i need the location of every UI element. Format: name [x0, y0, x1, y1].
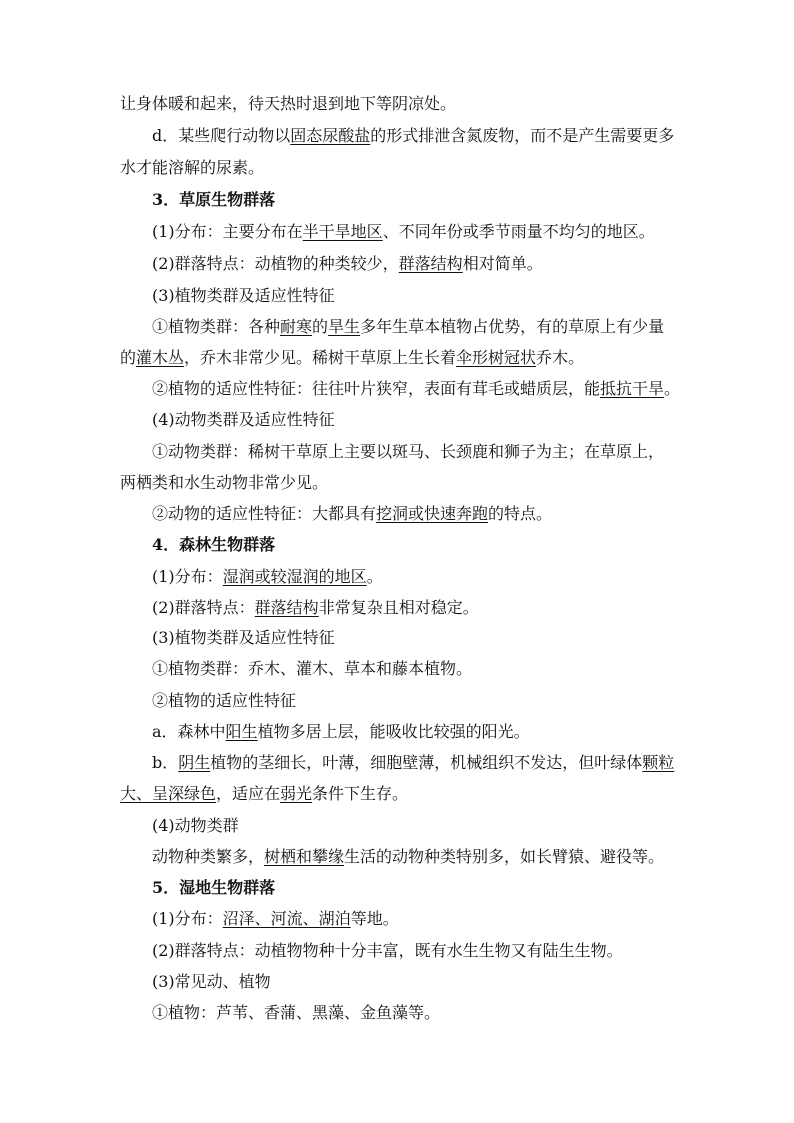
text-segment: ②植物的适应性特征 [152, 691, 297, 710]
paragraph-line [152, 847, 664, 867]
underlined-term: 弱光 [280, 784, 313, 803]
text-segment: 、不同年份或季节雨量不均匀的地区。 [382, 222, 655, 241]
subsection-heading [152, 286, 335, 306]
text-segment: ①植物类群：乔木、灌木、草本和藤本植物。 [152, 659, 473, 678]
underlined-term: 半干旱地区 [302, 222, 383, 241]
text-segment: (3)植物类群及适应性特征 [152, 286, 335, 305]
subsection-heading [152, 410, 335, 430]
underlined-term: 伞形树冠状 [456, 348, 537, 367]
paragraph-line [152, 753, 674, 773]
text-segment: 5．湿地生物群落 [152, 878, 276, 897]
text-segment: 。 [366, 567, 383, 586]
text-segment: b． [152, 753, 179, 772]
text-segment: (2)群落特点：动植物的种类较少， [152, 254, 399, 273]
text-segment: 4．森林生物群落 [152, 535, 276, 554]
text-segment: 生活的动物种类特别多，如长臂猿、避役等。 [344, 847, 665, 866]
text-segment: 动物种类繁多， [152, 847, 265, 866]
underlined-term: 树栖和攀缘 [264, 847, 345, 866]
section-heading [152, 535, 275, 555]
underlined-term: 旱生 [328, 317, 361, 336]
text-segment: (4)动物类群及适应性特征 [152, 410, 335, 429]
paragraph-line [152, 941, 623, 961]
text-segment: 的形式排泄含氮废物，而不是产生需要更多 [370, 126, 675, 145]
underlined-term: 阴生 [178, 753, 211, 772]
underlined-term: 群落结构 [254, 598, 319, 617]
paragraph-line [152, 222, 655, 242]
text-segment: 的特点。 [488, 504, 553, 523]
text-segment: ，乔木非常少见。稀树干草原上生长着 [184, 348, 457, 367]
section-heading [152, 190, 275, 210]
underlined-term: 群落结构 [398, 254, 463, 273]
paragraph-line [120, 473, 328, 493]
text-segment: 3．草原生物群落 [152, 190, 276, 209]
text-segment: ②动物的适应性特征：大都具有 [152, 504, 377, 523]
paragraph-line [120, 348, 584, 368]
underlined-term: 沼泽、河流、湖泊 [222, 909, 351, 928]
text-segment: 两栖类和水生动物非常少见。 [120, 473, 329, 492]
underlined-term: 耐寒 [280, 317, 313, 336]
underlined-term: 抵抗干旱 [600, 379, 665, 398]
paragraph-line [152, 379, 680, 399]
subsection-heading [152, 972, 271, 992]
text-segment: (3)常见动、植物 [152, 972, 271, 991]
paragraph-line [152, 598, 479, 618]
paragraph-line [120, 158, 264, 178]
paragraph-line [152, 504, 552, 524]
text-segment: (1)分布： [152, 909, 223, 928]
text-segment: (4)动物类群 [152, 816, 239, 835]
paragraph-line [152, 317, 664, 337]
paragraph-line [152, 126, 674, 146]
text-segment: 的 [312, 317, 329, 336]
paragraph-line [152, 254, 543, 274]
underlined-term: 固态尿酸盐 [290, 126, 371, 145]
underlined-term: 大、呈深绿色 [120, 784, 217, 803]
text-segment: (2)群落特点：动植物物种十分丰富，既有水生生物又有陆生生物。 [152, 941, 623, 960]
underlined-term: 颗粒 [642, 753, 675, 772]
underlined-term: 灌木丛 [136, 348, 185, 367]
text-segment: a．森林中 [152, 722, 226, 741]
text-segment: 相对简单。 [462, 254, 543, 273]
text-segment: 条件下生存。 [312, 784, 409, 803]
paragraph-line [152, 722, 530, 742]
text-segment: 。 [664, 379, 681, 398]
text-segment: ①植物：芦苇、香蒲、黑藻、金鱼藻等。 [152, 1003, 441, 1022]
text-segment: 水才能溶解的尿素。 [120, 158, 265, 177]
underlined-term: 湿润或较湿润的地区 [222, 567, 367, 586]
text-segment: 植物的茎细长，叶薄，细胞壁薄，机械组织不发达，但叶绿体 [210, 753, 643, 772]
text-segment: (1)分布：主要分布在 [152, 222, 303, 241]
text-segment: 的 [120, 348, 137, 367]
text-segment: 乔木。 [536, 348, 585, 367]
subsection-heading [152, 816, 239, 836]
paragraph-line [152, 567, 383, 587]
text-segment: (1)分布： [152, 567, 223, 586]
text-segment: ①植物类群：各种 [152, 317, 281, 336]
text-segment: ①动物类群：稀树干草原上主要以斑马、长颈鹿和狮子为主；在草原上， [152, 442, 665, 461]
text-segment: 让身体暖和起来，待天热时退到地下等阴凉处。 [120, 94, 457, 113]
paragraph-line [152, 659, 472, 679]
text-segment: 非常复杂且相对稳定。 [318, 598, 479, 617]
text-segment: (2)群落特点： [152, 598, 255, 617]
text-segment: ，适应在 [216, 784, 281, 803]
text-segment: 等地。 [350, 909, 399, 928]
underlined-term: 挖洞或快速奔跑 [376, 504, 489, 523]
text-segment: 植物多居上层，能吸收比较强的阳光。 [257, 722, 530, 741]
text-segment: d．某些爬行动物以 [152, 126, 291, 145]
paragraph-line [120, 784, 408, 804]
text-segment: ②植物的适应性特征：往往叶片狭窄，表面有茸毛或蜡质层，能 [152, 379, 601, 398]
paragraph-line [152, 691, 296, 711]
section-heading [152, 878, 275, 898]
paragraph-line [152, 909, 399, 929]
subsection-heading [152, 628, 335, 648]
text-segment: 多年生草本植物占优势，有的草原上有少量 [360, 317, 665, 336]
paragraph-line [152, 1003, 440, 1023]
text-segment: (3)植物类群及适应性特征 [152, 628, 335, 647]
paragraph-line [120, 94, 456, 114]
underlined-term: 阳生 [225, 722, 258, 741]
paragraph-line [152, 442, 664, 462]
